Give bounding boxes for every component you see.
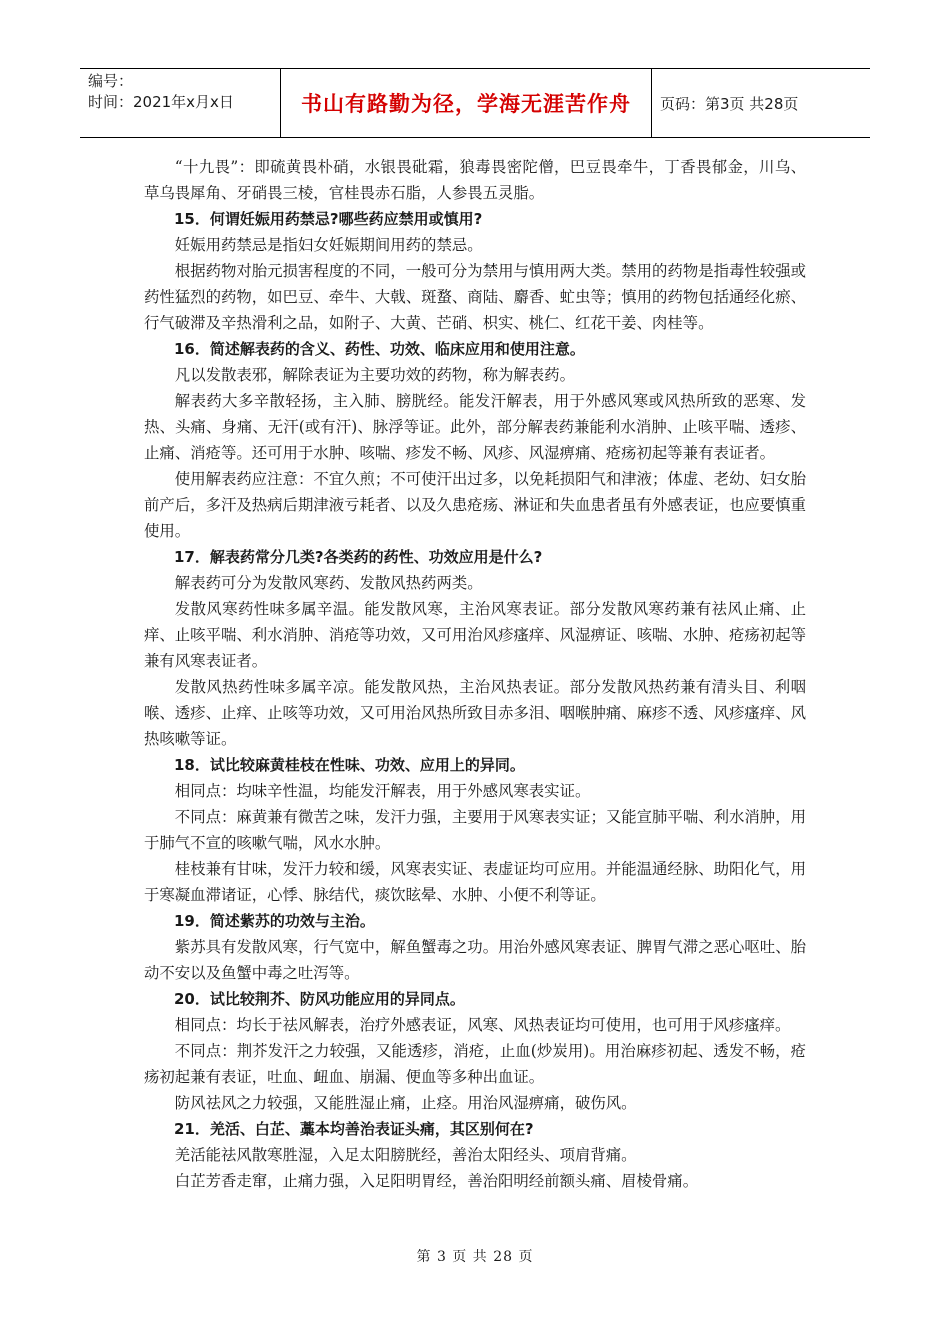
document-body: [144, 154, 806, 1194]
question-heading: 20．试比较荆芥、防风功能应用的异同点。: [174, 990, 465, 1008]
body-paragraph: 妊娠用药禁忌是指妇女妊娠期间用药的禁忌。: [174, 236, 483, 254]
body-paragraph: 解表药大多辛散轻扬，主入肺、膀胱经。能发汗解表，用于外感风寒或风热所致的恶寒、发热、头痛、身痛、无汗(或有汗)、脉浮等证。此外，部分解表药兼能利水消肿、止咳平喘、透疹、止痛、消疮等。还可用于水肿、咳喘、疹发不畅、风疹、风湿痹痛、疮疡初起等兼有表证者。: [144, 392, 806, 462]
body-paragraph: 根据药物对胎元损害程度的不同，一般可分为禁用与慎用两大类。禁用的药物是指毒性较强或药性猛烈的药物，如巴豆、牵牛、大戟、斑蝥、商陆、麝香、虻虫等；慎用的药物包括通经化瘀、行气破滞及辛热滑利之品，如附子、大黄、芒硝、枳实、桃仁、红花干姜、肉桂等。: [144, 262, 806, 332]
question-heading: 16．简述解表药的含义、药性、功效、临床应用和使用注意。: [174, 340, 585, 358]
question-heading: 17．解表药常分几类?各类药的药性、功效应用是什么?: [174, 548, 543, 566]
body-paragraph: 解表药可分为发散风寒药、发散风热药两类。: [174, 574, 483, 592]
document-date: 时间：2021年x月x日: [88, 93, 234, 111]
body-paragraph: 桂枝兼有甘味，发汗力较和缓，风寒表实证、表虚证均可应用。并能温通经脉、助阳化气，用于寒凝血滞诸证，心悸、脉结代，痰饮眩晕、水肿、小便不利等证。: [144, 860, 806, 904]
document-header: [80, 68, 870, 138]
body-paragraph: 羌活能祛风散寒胜湿，入足太阳膀胱经，善治太阳经头、项肩背痛。: [174, 1146, 637, 1164]
body-paragraph: 发散风寒药性味多属辛温。能发散风寒，主治风寒表证。部分发散风寒药兼有祛风止痛、止痒、止咳平喘、利水消肿、消疮等功效，又可用治风疹瘙痒、风湿痹证、咳喘、水肿、疮疡初起等兼有风寒表证者。: [144, 600, 806, 670]
body-paragraph: 凡以发散表邪，解除表证为主要功效的药物，称为解表药。: [174, 366, 575, 384]
question-heading: 19．简述紫苏的功效与主治。: [174, 912, 375, 930]
body-paragraph: 防风祛风之力较强，又能胜湿止痛，止痉。用治风湿痹痛，破伤风。: [174, 1094, 637, 1112]
body-paragraph: 发散风热药性味多属辛凉。能发散风热，主治风热表证。部分发散风热药兼有清头目、利咽喉、透疹、止痒、止咳等功效，又可用治风热所致目赤多泪、咽喉肿痛、麻疹不透、风疹瘙痒、风热咳嗽等证。: [144, 678, 806, 748]
question-heading: 15．何谓妊娠用药禁忌?哪些药应禁用或慎用?: [174, 210, 483, 228]
question-heading: 18．试比较麻黄桂枝在性味、功效、应用上的异同。: [174, 756, 525, 774]
body-paragraph: 不同点：荆芥发汗之力较强，又能透疹，消疮，止血(炒炭用)。用治麻疹初起、透发不畅，疮疡初起兼有表证，吐血、衄血、崩漏、便血等多种出血证。: [144, 1042, 806, 1086]
body-paragraph: 相同点：均长于祛风解表，治疗外感表证，风寒、风热表证均可使用，也可用于风疹瘙痒。: [174, 1016, 791, 1034]
page-footer: 第 3 页 共 28 页: [416, 1249, 534, 1265]
header-meta: [80, 69, 280, 137]
document-number-label: 编号：: [88, 72, 134, 90]
body-paragraph: 白芷芳香走窜，止痛力强，入足阳明胃经，善治阳明经前额头痛、眉棱骨痛。: [174, 1172, 699, 1190]
body-paragraph: “十九畏”：即硫黄畏朴硝，水银畏砒霜，狼毒畏密陀僧，巴豆畏牵牛，丁香畏郁金，川乌、草乌畏犀角、牙硝畏三棱，官桂畏赤石脂，人参畏五灵脂。: [144, 158, 806, 202]
body-paragraph: 使用解表药应注意：不宜久煎；不可使汗出过多，以免耗损阳气和津液；体虚、老幼、妇女胎前产后，多汗及热病后期津液亏耗者、以及久患疮疡、淋证和失血患者虽有外感表证，也应要慎重使用。: [144, 470, 806, 540]
question-heading: 21．羌活、白芷、藁本均善治表证头痛，其区别何在?: [174, 1120, 534, 1138]
body-paragraph: 紫苏具有发散风寒，行气宽中，解鱼蟹毒之功。用治外感风寒表证、脾胃气滞之恶心呕吐、胎动不安以及鱼蟹中毒之吐泻等。: [144, 938, 806, 982]
body-paragraph: 不同点：麻黄兼有微苦之味，发汗力强，主要用于风寒表实证；又能宣肺平喘、利水消肿，用于肺气不宣的咳嗽气喘，风水水肿。: [144, 808, 806, 852]
body-paragraph: 相同点：均味辛性温，均能发汗解表，用于外感风寒表实证。: [174, 782, 591, 800]
header-motto: 书山有路勤为径，学海无涯苦作舟: [280, 69, 652, 137]
header-page-info: 页码：第3页 共28页: [660, 94, 799, 113]
